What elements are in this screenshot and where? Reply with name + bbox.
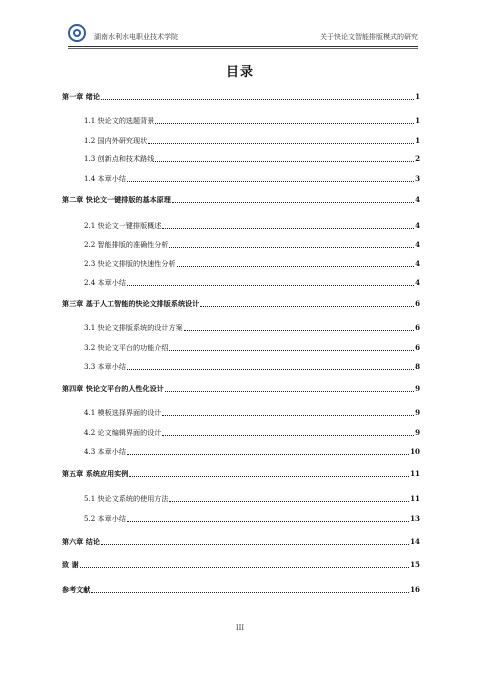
toc-entry[interactable]: [84, 447, 420, 457]
toc-entry[interactable]: [84, 323, 420, 333]
toc-entry[interactable]: [62, 195, 420, 205]
toc-entry-page: 1: [415, 136, 420, 145]
toc-entry-title: 参考文献: [62, 585, 91, 594]
toc-entry-page: 16: [410, 585, 420, 594]
dot-leader: [127, 284, 414, 286]
toc-entry-title: 第三章 基于人工智能的快论文排版系统设计: [62, 299, 200, 308]
dot-leader: [101, 543, 409, 545]
dot-leader: [169, 500, 409, 502]
dot-leader: [169, 246, 414, 248]
toc-entry-title: 第六章 结论: [62, 537, 100, 546]
toc-entry[interactable]: [84, 343, 420, 353]
toc-entry-title: 5.1 快论文系统的使用方法: [84, 494, 169, 503]
toc-entry-page: 4: [415, 259, 420, 268]
toc-entry[interactable]: [84, 221, 420, 231]
toc-entry-page: 15: [410, 560, 420, 569]
dot-leader: [80, 566, 409, 568]
dot-leader: [129, 475, 409, 477]
toc-entry-page: 11: [410, 494, 420, 503]
header-rule-thin: [68, 48, 418, 49]
dot-leader: [184, 329, 414, 331]
dot-leader: [127, 368, 414, 370]
dot-leader: [172, 201, 414, 203]
toc-entry[interactable]: [84, 116, 420, 126]
toc-title: 目录: [225, 65, 254, 80]
page-number: III: [235, 624, 245, 632]
toc-entry-title: 4.1 模板选择界面的设计: [84, 408, 162, 417]
page-header: [68, 22, 418, 47]
dot-leader: [127, 453, 409, 455]
toc-entry-page: 14: [410, 537, 420, 546]
toc-entry[interactable]: [84, 240, 420, 250]
toc-entry[interactable]: [84, 174, 420, 184]
toc-entry-title: 2.2 智能排版的准确性分析: [84, 240, 169, 249]
toc-entry-page: 1: [415, 92, 420, 101]
toc-entry[interactable]: [62, 560, 420, 570]
dot-leader: [91, 591, 409, 593]
toc-entry-title: 1.3 创新点和技术路线: [84, 154, 155, 163]
toc-entry[interactable]: [84, 514, 420, 524]
dot-leader: [162, 414, 414, 416]
toc-entry[interactable]: [84, 259, 420, 269]
toc-entry-page: 11: [410, 469, 420, 478]
toc-entry-page: 10: [410, 447, 420, 456]
toc-entry-title: 第二章 快论文一键排版的基本原理: [62, 195, 171, 204]
dot-leader: [177, 265, 414, 267]
toc-entry-title: 3.1 快论文排版系统的设计方案: [84, 323, 183, 332]
toc-entry-page: 2: [415, 154, 420, 163]
toc-entry-title: 第五章 系统应用实例: [62, 469, 129, 478]
toc-entry-title: 致 谢: [62, 560, 79, 569]
toc-entry-page: 8: [415, 362, 420, 371]
toc-entry-title: 3.2 快论文平台的功能介绍: [84, 343, 169, 352]
toc-entry-page: 3: [415, 174, 420, 183]
toc-entry-page: 9: [415, 428, 420, 437]
school-name: 湖南水利水电职业技术学院: [94, 33, 178, 41]
thesis-title-header: 关于快论文智能排版模式的研究: [320, 33, 418, 41]
toc-entry-title: 1.2 国内外研究现状: [84, 136, 148, 145]
dot-leader: [162, 227, 414, 229]
dot-leader: [165, 390, 414, 392]
toc-entry-title: 5.2 本章小结: [84, 514, 126, 523]
dot-leader: [127, 180, 414, 182]
toc-entry[interactable]: [62, 92, 420, 102]
toc-entry-title: 2.3 快论文排版的快速性分析: [84, 259, 176, 268]
dot-leader: [101, 98, 414, 100]
toc-entry-page: 4: [415, 195, 420, 204]
toc-entry[interactable]: [62, 469, 420, 479]
toc-entry-page: 4: [415, 240, 420, 249]
toc-entry-title: 4.3 本章小结: [84, 447, 126, 456]
dot-leader: [127, 520, 409, 522]
toc-entry-page: 6: [415, 299, 420, 308]
toc-entry[interactable]: [62, 537, 420, 547]
toc-entry-page: 9: [415, 408, 420, 417]
toc-entry[interactable]: [62, 384, 420, 394]
toc-entry-title: 1.1 快论文的选题背景: [84, 116, 155, 125]
toc-entry[interactable]: [84, 428, 420, 438]
dot-leader: [148, 142, 414, 144]
toc-entry-title: 第四章 快论文平台的人性化设计: [62, 384, 164, 393]
toc-entry-page: 13: [410, 514, 420, 523]
toc-entry-page: 6: [415, 343, 420, 352]
toc-entry-title: 2.1 快论文一键排版概述: [84, 221, 162, 230]
toc-entry[interactable]: [84, 278, 420, 288]
dot-leader: [162, 434, 414, 436]
toc-entry-title: 3.3 本章小结: [84, 362, 126, 371]
toc-entry-page: 1: [415, 116, 420, 125]
toc-entry[interactable]: [84, 494, 420, 504]
dot-leader: [155, 122, 414, 124]
toc-entry-title: 第一章 绪论: [62, 92, 100, 101]
toc-entry[interactable]: [84, 408, 420, 418]
toc-entry-page: 4: [415, 221, 420, 230]
header-rule: [68, 46, 418, 47]
dot-leader: [169, 349, 414, 351]
toc-entry[interactable]: [62, 585, 420, 595]
toc-entry[interactable]: [84, 362, 420, 372]
toc-entry-page: 4: [415, 278, 420, 287]
toc-entry[interactable]: [84, 154, 420, 164]
toc-entry[interactable]: [84, 136, 420, 146]
toc-entry-title: 2.4 本章小结: [84, 278, 126, 287]
toc-entry-title: 1.4 本章小结: [84, 174, 126, 183]
dot-leader: [200, 305, 414, 307]
logo-emblem-icon: [73, 29, 81, 37]
toc-entry-title: 4.2 论文编辑界面的设计: [84, 428, 162, 437]
toc-entry-page: 9: [415, 384, 420, 393]
toc-entry-page: 6: [415, 323, 420, 332]
toc-entry[interactable]: [62, 299, 420, 309]
school-logo: [68, 24, 86, 42]
dot-leader: [155, 160, 414, 162]
